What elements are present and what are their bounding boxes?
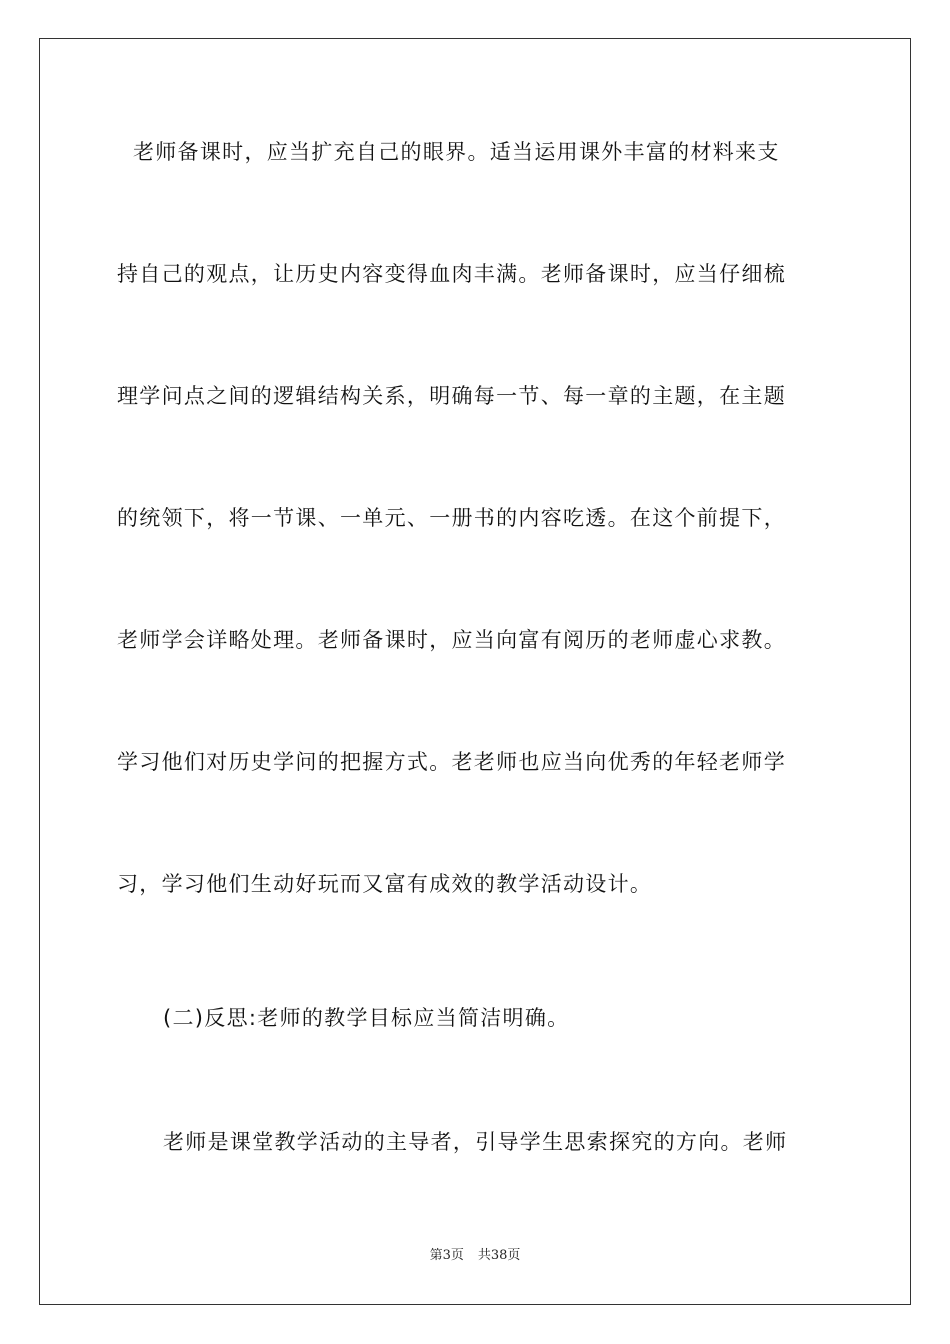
paragraph-line: 老师学会详略处理。老师备课时，应当向富有阅历的老师虚心求教。 — [117, 628, 786, 652]
paragraph-line: 习，学习他们生动好玩而又富有成效的教学活动设计。 — [117, 872, 653, 896]
paragraph-line: 理学问点之间的逻辑结构关系，明确每一节、每一章的主题，在主题 — [117, 384, 786, 408]
page-number: 第3页 — [429, 1248, 464, 1263]
paragraph-line: 的统领下，将一节课、一单元、一册书的内容吃透。在这个前提下， — [117, 506, 786, 530]
paragraph-line: 持自己的观点，让历史内容变得血肉丰满。老师备课时，应当仔细梳 — [117, 262, 786, 286]
page-border — [39, 38, 911, 1305]
paragraph-line: 老师是课堂教学活动的主导者，引导学生思索探究的方向。老师 — [163, 1130, 788, 1154]
paragraph-line: 学习他们对历史学问的把握方式。老老师也应当向优秀的年轻老师学 — [117, 750, 786, 774]
page-total: 共38页 — [477, 1248, 521, 1263]
paragraph-line: 老师备课时，应当扩充自己的眼界。适当运用课外丰富的材料来支 — [117, 140, 780, 164]
page-footer — [0, 1247, 950, 1265]
section-heading: (二)反思:老师的教学目标应当简洁明确。 — [163, 1006, 570, 1030]
